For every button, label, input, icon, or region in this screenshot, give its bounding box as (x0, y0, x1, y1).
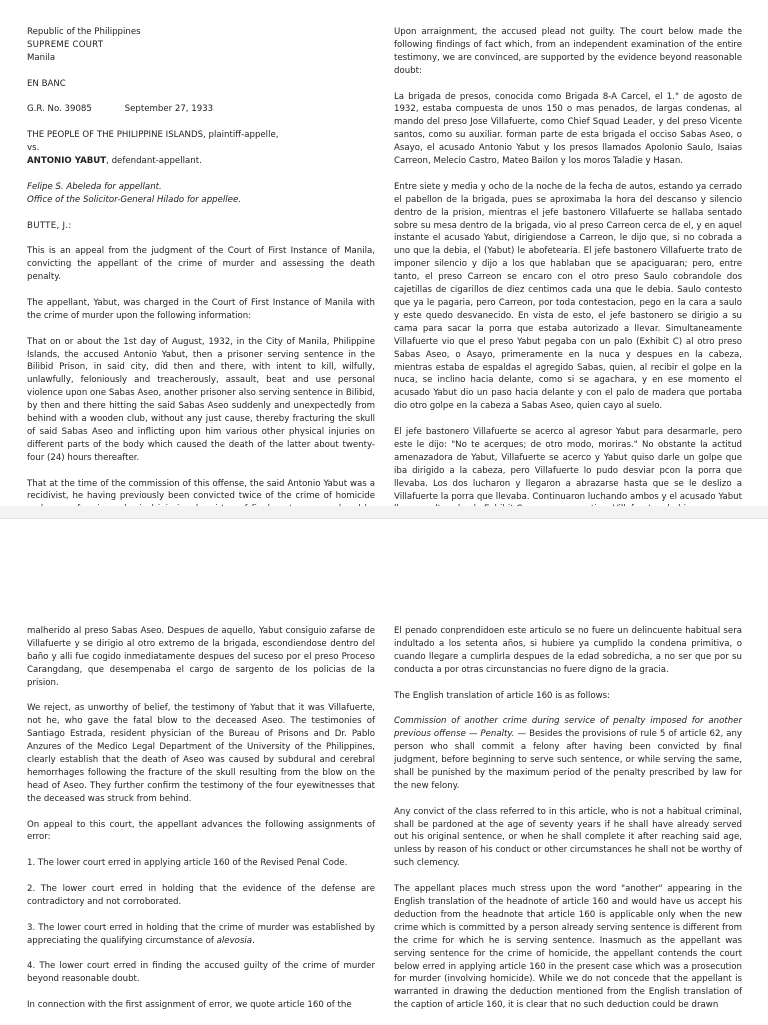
paragraph: That on or about the 1st day of August, 1932, in the City of Manila, Philippine Islands, the accused Antonio Yabut, then a prisoner serving sentence in the Bilibid Prison, in said city, did then and there, with intent to kill, wilfully, unlawfully, feloniously and treacherously, assault, beat and use personal violence upon one Sabas Aseo, another prisoner also serving sentence in Bilibid, by then and there hitting the said Sabas Aseo suddenly and unexpectedly from behind with a wooden club, without any just cause, thereby fracturing the skull of said Sabas Aseo and inflicting upon him various other physical injuries on different parts of the body which caused the death of the latter about twenty-four (24) hours thereafter. (27, 336, 375, 463)
spanish-article-text: El penado conprendidoen este articulo se no fuere un delincuente habitual sera indultado a los setenta años, si hubiere ya cumplido la condena primitiva, o cuando llegare a cumplirla despues de la edad sobredicha, a no ser que por su conducta a por otras circunstancias no fuere digno de la gracia. (394, 626, 742, 675)
article-160-body: — Besides the provisions of rule 5 of article 62, any person who shall commit a felony after having been convicted by final judgment, before beginning to serve such sentence, or while serving the same, shall be punished by the maximum period of the penalty prescribed by law for the new felony. (394, 729, 742, 791)
header-supreme-court: SUPREME COURT (27, 39, 104, 50)
case-number-line (27, 103, 375, 116)
header-republic: Republic of the Philippines (27, 27, 141, 37)
page2-right-column (394, 625, 742, 1025)
paragraph: The appellant places much stress upon the word "another" appearing in the English translation of the headnote of article 160 and would have us accept his deduction from the headnote that article 160 is applicable only when the new crime which is committed by a person already serving sentence is different from the crime for which he is serving sentence. Inasmuch as the appellant was serving sentence for the crime of homicide, the appellant contends the court below erred in applying article 160 in the present case which was a prosecution for murder (involving homicide). While we do not concede that the appellant is warranted in drawing the deduction mentioned from the English translation of the caption of article 160, it is clear that no such deduction could be drawn (394, 884, 742, 1011)
decision-date: September 27, 1933 (124, 104, 214, 115)
caption-defendant-role: , defendant-appellant. (106, 156, 202, 167)
document-page-2 (0, 518, 768, 1025)
paragraph: Any convict of the class referred to in this article, who is not a habitual criminal, shall be pardoned at the age of seventy years if he shall have already served out his original sentence, or when he shall complete it after reaching said age, unless by reason of his conduct or other circumstances he shall not be worthy of such clemency. (394, 806, 742, 869)
error-3-alevosia: alevosia (216, 935, 253, 946)
counsel-block (27, 181, 375, 207)
paragraph: That at the time of the commission of this offense, the said Antonio Yabut was a recidivist, he having previously been convicted twice of the crime of homicide (27, 478, 375, 502)
page1-left-column (27, 26, 375, 542)
en-banc-label: EN BANC (27, 78, 66, 89)
counsel-appellant: Felipe S. Abeleda for appellant. (27, 181, 162, 192)
page1-right-column (394, 26, 742, 529)
paragraph: On appeal to this court, the appellant advances the following assignments of error: (27, 819, 375, 843)
case-caption (27, 129, 375, 168)
document-page-1 (0, 0, 768, 506)
paragraph: El jefe bastonero Villafuerte se acerco al agresor Yabut para desarmarle, pero este le dijo: "No te acerques; de otro modo, moriras." No obstante la actitud amenazadora de Yabut, Villafuerte se acerco y Yabut quiso darle un golpe que iba dirigido a la cabeza, pero Villafuerte lo pudo desviar pcon la porra que llevaba. Los dos lucharon y llegaron a abrazarse hasta que se le deslizo a Villafuerte la porra que llevaba. Continuaron luchando ambos y el acusado Yabut (394, 427, 742, 502)
english-article-160 (394, 715, 742, 792)
caption-defendant-line (27, 155, 375, 168)
header-city: Manila (27, 52, 56, 63)
paragraph: We reject, as unworthy of belief, the testimony of Yabut that it was Villafuerte, not he, who gave the fatal blow to the deceased Aseo. The testimonies of Santiago Estrada, resident physician of the Bureau of Prisons and Dr. Pablo Anzures of the Medico Legal Department of the University of the Philippines, clearly establish that the death of Aseo was caused by subdural and cerebral hemorrhages following the fracture of the skull resulting from the blow on the head of Aseo. They further confirm the testimony of the four eyewitnesses that the deceased was struck from behind. (27, 703, 375, 804)
error-3-text: 3. The lower court erred in holding that the crime of murder was established by appreciating the qualifying circumstance of (27, 922, 375, 946)
caption-vs: vs. (27, 143, 40, 154)
caption-plaintiff: THE PEOPLE OF THE PHILIPPINE ISLANDS, plaintiff-appelle, (27, 130, 279, 141)
paragraph: This is an appeal from the judgment of the Court of First Instance of Manila, convicting the appellant of the crime of murder and assessing the death penalty. (27, 246, 375, 283)
assignment-of-error: 4. The lower court erred in finding the accused guilty of the crime of murder beyond reasonable doubt. (27, 961, 375, 985)
assignment-of-error: 2. The lower court erred in holding that the evidence of the defense are contradictory and not corroborated. (27, 884, 375, 907)
ponente: BUTTE, J.: (27, 220, 72, 231)
gr-number: G.R. No. 39085 (27, 104, 92, 115)
court-header (27, 26, 375, 65)
assignment-of-error (27, 922, 375, 948)
paragraph: malherido al preso Sabas Aseo. Despues de aquello, Yabut consiguio zafarse de Villafuerte y se dirigio al otro extremo de la brigada, escondiendose dentro del baño y alli fue cogido inmediatamente despues del suceso por el preso Proceso Carangdang, que desempenaba el cargo de sargento de los policias de la prision. (27, 626, 375, 688)
page-separator (0, 506, 768, 518)
error-3-end: . (252, 935, 255, 946)
caption-defendant-name: ANTONIO YABUT (27, 156, 107, 167)
paragraph: In connection with the first assignment of error, we quote article 160 of the (27, 1000, 352, 1011)
paragraph: Entre siete y media y ocho de la noche de la fecha de autos, estando ya cerrado el pabellon de la brigada, pues se aproximaba la hora del descanso y silencio dentro de la prision, mientras el jefe bastonero Villafuerte se hallaba sentado sobre su mesa dentro de la brigada, vio al preso Carreon cerca de el, y en aquel instante el acusado Yabut, dirigiendose a Carreon, le dijo que, si no cobrada a uno que la debia, el (Yabut) le abofetearia. El jefe bastonero Villafuerte trato de imponer silencio y dijo a los que hablaban que se apaciguaran; pero, entre tanto, el preso Carreon se encaro con el otro preso Saulo cobrandole dos cajetillas de cigarillos de diez centimos cada una que le debia. Saulo contesto que ya le pagaria, pero Carreon, por toda contestacion, pego en la cara a saulo y este quedo desvanecido. En vista de esto, el jefe bastonero se dirigio a su cama para sacar la porra que estaba autorizado a llevar. Simultaneamente Villafuerte vio que el preso Yabut pegaba con un palo (Exhibit C) al otro preso Sabas Aseo, o Asayo, primeramente en la nuca y despues en la cabeza, mientras estaba de espaldas el agregido Sabas, quien, al recibir el golpe en la nuca, se inclino hacia delante, como si se agachara, y en ese momento el acusado Yabut dio un paso hacia delante y con el palo de madera que portaba dio otro golpe en la cabeza a Sabas Aseo, quien cayo al suelo. (394, 181, 742, 412)
paragraph: Upon arraignment, the accused plead not guilty. The court below made the following findings of fact which, from an independent examination of the entire testimony, we are convinced, are supported by the evidence beyond reasonable doubt: (394, 27, 742, 76)
paragraph: The appellant, Yabut, was charged in the Court of First Instance of Manila with the crime of murder upon the following information: (27, 297, 375, 321)
counsel-appellee: Office of the Solicitor-General Hilado for appellee. (27, 194, 241, 205)
paragraph: La brigada de presos, conocida como Brigada 8-A Carcel, el 1.° de agosto de 1932, estaba compuesta de unos 150 o mas penados, de largas condenas, al mando del preso Jose Villafuerte, como Chief Squad Leader, y del preso Vicente santos, como su auxiliar. forman parte de esta brigada el occiso Sabas Aseo, o Asayo, el acusado Antonio Yabut y los presos llamados Apolonio Saulo, Isaias Carreon, Melecio Castro, Mateo Bailon y los moros Taladie y Hasan. (394, 91, 742, 167)
article-160-headnote: Commission of another crime during service of penalty imposed for another previous offense — Penalty. (394, 716, 742, 740)
page2-left-column (27, 625, 375, 1025)
assignment-of-error: 1. The lower court erred in applying article 160 of the Revised Penal Code. (27, 858, 348, 869)
paragraph: The English translation of article 160 is as follows: (394, 690, 611, 701)
